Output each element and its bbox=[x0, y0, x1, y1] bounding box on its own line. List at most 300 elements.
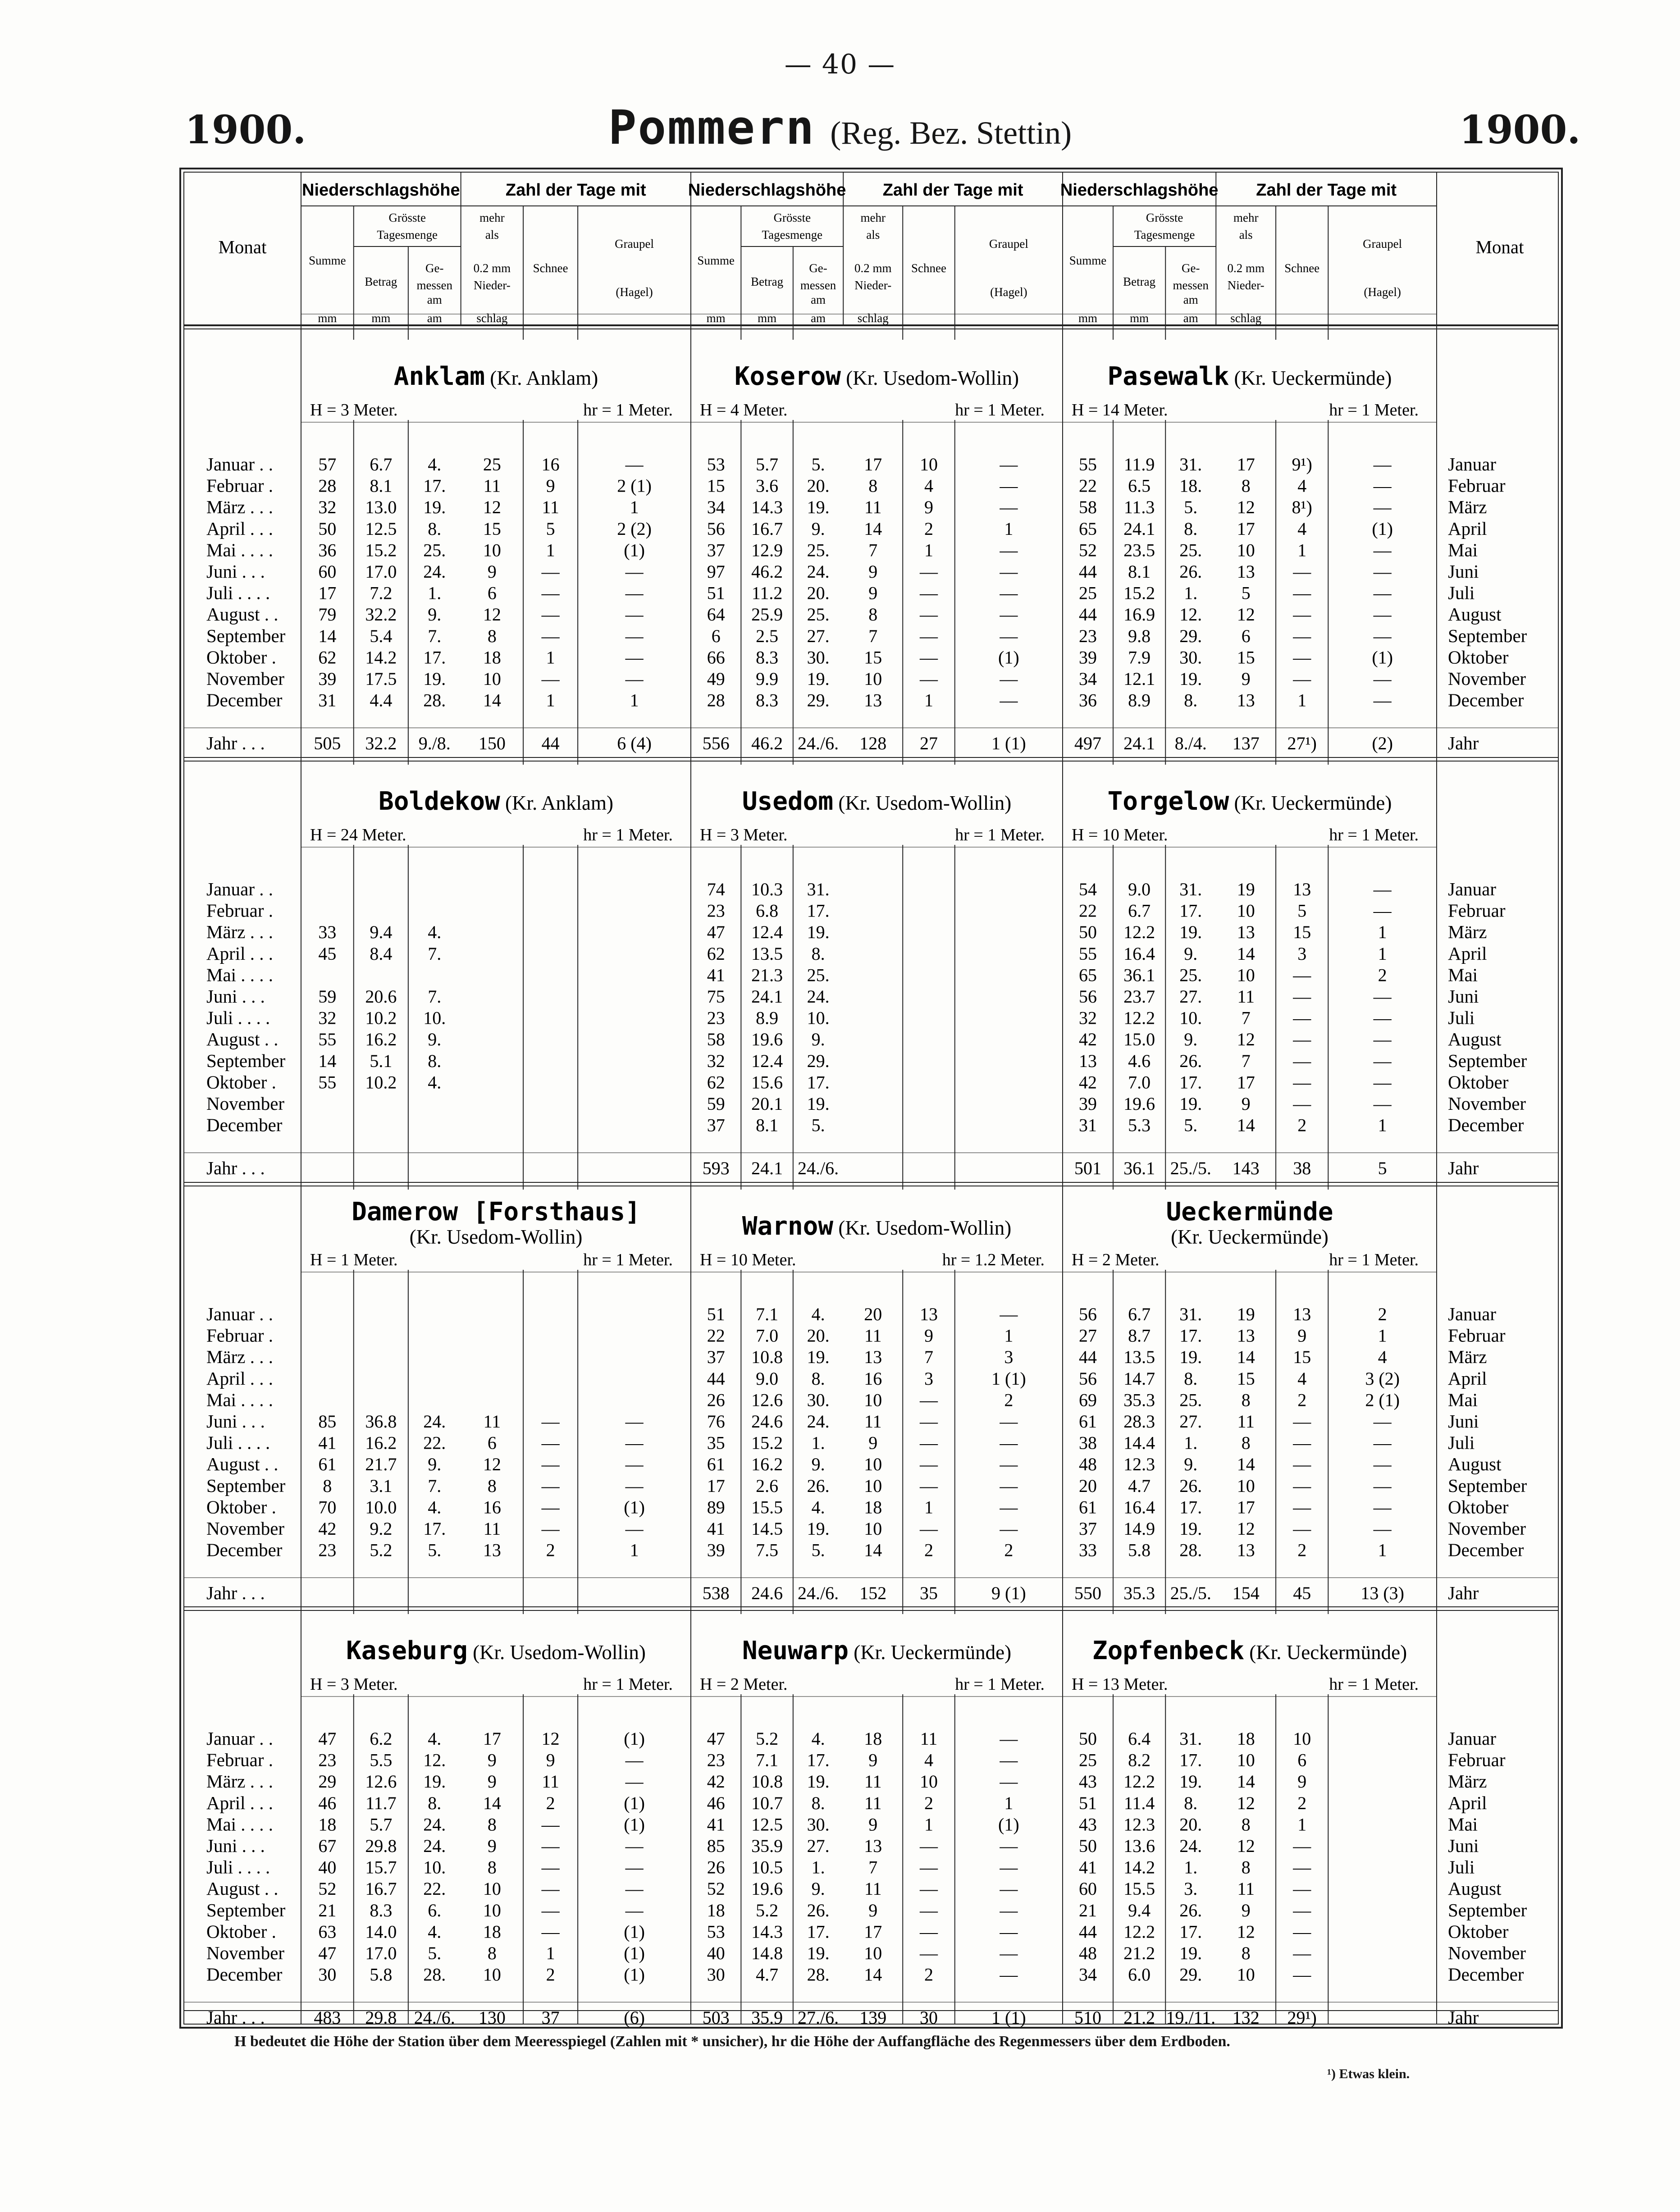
data-cell: — bbox=[1000, 1771, 1018, 1792]
data-cell: 2 bbox=[1297, 1115, 1307, 1136]
data-cell: 20. bbox=[807, 1325, 830, 1346]
data-cell: (1) bbox=[1372, 647, 1393, 668]
data-cell: 3. bbox=[1184, 1879, 1198, 1899]
month-label: Oktober . bbox=[206, 1921, 276, 1942]
data-cell: 14 bbox=[864, 1540, 882, 1560]
station-height: H = 2 Meter. bbox=[1072, 1250, 1160, 1269]
data-cell: 15 bbox=[1237, 1368, 1255, 1389]
header-mehr: als bbox=[1239, 228, 1253, 242]
data-cell: 11 bbox=[483, 1411, 501, 1432]
data-cell: 8.3 bbox=[756, 690, 779, 711]
data-cell: 28 bbox=[707, 690, 725, 711]
data-cell: 5.7 bbox=[370, 1814, 393, 1835]
data-cell: 27. bbox=[807, 1836, 830, 1856]
data-cell: — bbox=[1293, 583, 1311, 603]
data-cell: 51 bbox=[707, 583, 725, 603]
month-label-right: August bbox=[1448, 1454, 1502, 1475]
station-height: H = 3 Meter. bbox=[700, 826, 788, 844]
header-monat: Monat bbox=[218, 237, 267, 257]
month-label: December bbox=[206, 1539, 283, 1560]
data-cell: — bbox=[541, 625, 560, 646]
jahr-label: Jahr . . . bbox=[206, 1583, 265, 1604]
data-cell: 8.7 bbox=[1128, 1325, 1151, 1346]
station-height: H = 2 Meter. bbox=[700, 1675, 788, 1694]
data-cell: 52 bbox=[707, 1879, 725, 1899]
month-label-right: September bbox=[1448, 1475, 1527, 1496]
data-cell: 13 bbox=[1079, 1050, 1097, 1071]
station-kreis: (Kr. Usedom-Wollin) bbox=[409, 1226, 583, 1248]
month-label: Juni . . . bbox=[206, 561, 265, 582]
data-cell: 65 bbox=[1079, 965, 1097, 985]
jahr-cell: 1 (1) bbox=[991, 733, 1026, 754]
data-cell: 53 bbox=[707, 454, 725, 474]
data-cell: 19.6 bbox=[751, 1879, 783, 1899]
jahr-cell: 154 bbox=[1232, 1583, 1260, 1604]
data-cell: 5.8 bbox=[370, 1964, 393, 1985]
data-cell: 30. bbox=[807, 1390, 830, 1410]
data-cell: 10 bbox=[483, 1964, 501, 1985]
data-cell: 15 bbox=[1237, 647, 1255, 668]
data-cell: 13 bbox=[864, 690, 882, 711]
data-cell: 15.7 bbox=[365, 1857, 397, 1878]
data-cell: 25. bbox=[1179, 965, 1202, 985]
data-cell: 9 bbox=[868, 1900, 878, 1920]
data-cell: 28. bbox=[423, 690, 446, 711]
data-cell: 2 bbox=[546, 1792, 555, 1813]
data-cell: 34 bbox=[1079, 669, 1097, 689]
data-cell: 5.7 bbox=[756, 454, 779, 474]
data-cell: — bbox=[1373, 1497, 1392, 1518]
jahr-cell: 139 bbox=[859, 2007, 887, 2028]
data-cell: 12. bbox=[423, 1750, 446, 1770]
data-cell: 37 bbox=[707, 540, 725, 561]
data-cell: 4 bbox=[1378, 1347, 1387, 1368]
month-label: Januar . . bbox=[206, 454, 274, 474]
data-cell: — bbox=[625, 1750, 644, 1770]
data-cell: 10 bbox=[1237, 540, 1255, 561]
data-cell: — bbox=[1293, 1475, 1311, 1496]
data-cell: 11 bbox=[864, 1771, 882, 1792]
data-cell: 9. bbox=[1184, 1029, 1198, 1050]
station-hr: hr = 1 Meter. bbox=[583, 1675, 673, 1694]
precipitation-table bbox=[179, 168, 1563, 2029]
data-cell: 55 bbox=[318, 1072, 337, 1093]
data-cell: 2 bbox=[1297, 1792, 1307, 1813]
jahr-cell: 24.1 bbox=[751, 1158, 783, 1179]
data-cell: 24.1 bbox=[751, 986, 783, 1007]
data-cell: 12 bbox=[1237, 1836, 1255, 1856]
data-cell: 2 bbox=[1004, 1390, 1013, 1410]
month-label-right: August bbox=[1448, 1029, 1502, 1050]
month-label: Juli . . . . bbox=[206, 1856, 270, 1878]
data-cell: 11 bbox=[1237, 986, 1255, 1007]
data-cell: 97 bbox=[707, 561, 725, 582]
unit-mm: mm bbox=[1078, 311, 1098, 325]
data-cell: 7 bbox=[868, 625, 878, 646]
data-cell: 59 bbox=[707, 1094, 725, 1114]
data-cell: 1 bbox=[1004, 518, 1013, 539]
data-cell: 19. bbox=[807, 922, 830, 943]
data-cell: 4. bbox=[811, 1497, 825, 1518]
data-cell: 9. bbox=[811, 1029, 825, 1050]
jahr-cell: 152 bbox=[859, 1583, 887, 1604]
data-cell: 51 bbox=[1079, 1792, 1097, 1813]
month-label: April . . . bbox=[206, 943, 274, 964]
data-cell: 13 bbox=[1293, 879, 1311, 899]
data-cell: 16.4 bbox=[1123, 1497, 1155, 1518]
header-schnee: Schnee bbox=[1284, 261, 1320, 275]
month-label: September bbox=[206, 1899, 286, 1920]
header-graupel: Graupel bbox=[989, 237, 1028, 251]
data-cell: — bbox=[1000, 583, 1018, 603]
header-tagesmenge: Tagesmenge bbox=[762, 228, 823, 242]
data-cell: 9 bbox=[546, 475, 555, 496]
data-cell: 2 bbox=[1378, 1304, 1387, 1324]
data-cell: 43 bbox=[1079, 1814, 1097, 1835]
data-cell: 2.5 bbox=[756, 625, 779, 646]
data-cell: 29. bbox=[1179, 625, 1202, 646]
data-cell: 1 bbox=[1378, 1540, 1387, 1560]
month-label: Oktober . bbox=[206, 647, 276, 668]
data-cell: 10 bbox=[1237, 1750, 1255, 1770]
data-cell: 20.1 bbox=[751, 1094, 783, 1114]
data-cell: 13 bbox=[1237, 922, 1255, 943]
header-gemessen: am bbox=[1183, 293, 1198, 306]
data-cell: 10 bbox=[864, 1454, 882, 1475]
header-graupel: Graupel bbox=[1363, 237, 1402, 251]
data-cell: 2.6 bbox=[756, 1475, 779, 1496]
data-cell: 6.2 bbox=[370, 1729, 393, 1749]
data-cell: 9. bbox=[811, 1454, 825, 1475]
data-cell: 17.5 bbox=[365, 669, 397, 689]
data-cell: — bbox=[1373, 583, 1392, 603]
data-cell: 9. bbox=[428, 1454, 442, 1475]
header-days: Zahl der Tage mit bbox=[1256, 181, 1397, 200]
station-name: Boldekow bbox=[379, 787, 500, 816]
data-cell: 5.4 bbox=[370, 625, 393, 646]
data-cell: 46.2 bbox=[751, 561, 783, 582]
data-cell: 56 bbox=[707, 518, 725, 539]
data-cell: — bbox=[1373, 1432, 1392, 1453]
data-cell: 1 bbox=[1378, 922, 1387, 943]
data-cell: — bbox=[1373, 604, 1392, 625]
data-cell: — bbox=[541, 1857, 560, 1878]
data-cell: 14.0 bbox=[365, 1921, 397, 1942]
jahr-cell: 19./11. bbox=[1166, 2007, 1216, 2028]
data-cell: 9.9 bbox=[756, 669, 779, 689]
data-cell: 19. bbox=[807, 1094, 830, 1114]
data-cell: 85 bbox=[707, 1836, 725, 1856]
header-monat-right: Monat bbox=[1475, 237, 1524, 257]
data-cell: 10 bbox=[483, 1900, 501, 1920]
data-cell: 3 (2) bbox=[1365, 1368, 1400, 1389]
data-cell: — bbox=[1293, 1094, 1311, 1114]
data-cell: 10 bbox=[1237, 1964, 1255, 1985]
month-label: November bbox=[206, 668, 285, 689]
data-cell: 7. bbox=[428, 943, 442, 964]
data-cell: 39 bbox=[1079, 1094, 1097, 1114]
data-cell: 22 bbox=[1079, 475, 1097, 496]
month-label: Juli . . . . bbox=[206, 1007, 270, 1028]
data-cell: 9. bbox=[811, 518, 825, 539]
data-cell: 36 bbox=[1079, 690, 1097, 711]
jahr-cell: 130 bbox=[478, 2007, 506, 2028]
data-cell: 16.2 bbox=[751, 1454, 783, 1475]
data-cell: 8.1 bbox=[370, 475, 393, 496]
data-cell: 19. bbox=[423, 669, 446, 689]
data-cell: 2 bbox=[546, 1540, 555, 1560]
data-cell: 5 bbox=[1297, 900, 1307, 921]
data-cell: — bbox=[1373, 497, 1392, 518]
month-label: Juni . . . bbox=[206, 1411, 265, 1432]
data-cell: 28.3 bbox=[1123, 1411, 1155, 1432]
month-label: März . . . bbox=[206, 497, 274, 518]
data-cell: 8 bbox=[1241, 1390, 1251, 1410]
data-cell: 5.2 bbox=[756, 1729, 779, 1749]
data-cell: — bbox=[541, 1836, 560, 1856]
month-label: December bbox=[206, 689, 283, 711]
data-cell: 9.0 bbox=[756, 1368, 779, 1389]
header-summe: Summe bbox=[697, 254, 735, 267]
data-cell: 17. bbox=[1179, 1072, 1202, 1093]
data-cell: 6.7 bbox=[370, 454, 393, 474]
month-label-right: Januar bbox=[1448, 1304, 1497, 1324]
data-cell: 32 bbox=[318, 497, 337, 518]
jahr-cell: 593 bbox=[702, 1158, 730, 1179]
data-cell: 1 bbox=[546, 1943, 555, 1963]
month-label-right: November bbox=[1448, 668, 1526, 689]
data-cell: 23 bbox=[707, 1750, 725, 1770]
data-cell: — bbox=[1000, 625, 1018, 646]
header-precip: Niederschlagshöhe bbox=[302, 181, 460, 200]
header-graupel: Graupel bbox=[615, 237, 654, 251]
data-cell: 31 bbox=[1079, 1115, 1097, 1136]
data-cell: 19. bbox=[807, 1519, 830, 1539]
data-cell: 2 bbox=[546, 1964, 555, 1985]
data-cell: (1) bbox=[624, 1729, 645, 1749]
jahr-cell: 13 (3) bbox=[1360, 1583, 1404, 1604]
data-cell: 12 bbox=[541, 1729, 560, 1749]
data-cell: 19. bbox=[1179, 1094, 1202, 1114]
jahr-cell: 37 bbox=[541, 2007, 560, 2028]
data-cell: 4. bbox=[811, 1729, 825, 1749]
data-cell: — bbox=[920, 604, 938, 625]
data-cell: 5.2 bbox=[756, 1900, 779, 1920]
data-cell: 14 bbox=[864, 1964, 882, 1985]
jahr-cell: 24./6. bbox=[798, 1583, 839, 1604]
data-cell: 1 bbox=[1378, 1115, 1387, 1136]
data-cell: 15.5 bbox=[1123, 1879, 1155, 1899]
data-cell: — bbox=[541, 1879, 560, 1899]
data-cell: 55 bbox=[1079, 454, 1097, 474]
data-cell: 18 bbox=[318, 1814, 337, 1835]
data-cell: 8. bbox=[1184, 690, 1198, 711]
data-cell: 16.2 bbox=[365, 1432, 397, 1453]
data-cell: 8. bbox=[428, 1792, 442, 1813]
data-cell: 4.7 bbox=[756, 1964, 779, 1985]
title-main: Pommern bbox=[608, 100, 816, 155]
jahr-cell: 128 bbox=[859, 733, 887, 754]
station-hr: hr = 1 Meter. bbox=[583, 826, 673, 844]
data-cell: 17. bbox=[807, 1750, 830, 1770]
month-label-right: Februar bbox=[1448, 900, 1506, 921]
data-cell: 5 bbox=[546, 518, 555, 539]
data-cell: 27. bbox=[1179, 1411, 1202, 1432]
data-cell: 48 bbox=[1079, 1943, 1097, 1963]
month-label-right: December bbox=[1448, 689, 1524, 711]
data-cell: 50 bbox=[1079, 1729, 1097, 1749]
data-cell: 11 bbox=[864, 1325, 882, 1346]
data-cell: — bbox=[1000, 1729, 1018, 1749]
data-cell: — bbox=[541, 1814, 560, 1835]
month-label-right: Januar bbox=[1448, 1728, 1497, 1749]
data-cell: 10.0 bbox=[365, 1497, 397, 1518]
data-cell: 12 bbox=[1237, 604, 1255, 625]
data-cell: 7 bbox=[868, 1857, 878, 1878]
data-cell: 8. bbox=[811, 943, 825, 964]
data-cell: 17. bbox=[1179, 1325, 1202, 1346]
data-cell: 29 bbox=[318, 1771, 337, 1792]
data-cell: 66 bbox=[707, 647, 725, 668]
data-cell: 16 bbox=[483, 1497, 501, 1518]
data-cell: — bbox=[1000, 1836, 1018, 1856]
data-cell: 13.5 bbox=[751, 943, 783, 964]
month-label-right: September bbox=[1448, 625, 1527, 646]
data-cell: 17. bbox=[423, 647, 446, 668]
data-cell: 9 bbox=[924, 1325, 933, 1346]
data-cell: 12 bbox=[1237, 1792, 1255, 1813]
month-label: Februar . bbox=[206, 900, 274, 921]
data-cell: — bbox=[541, 561, 560, 582]
data-cell: — bbox=[541, 1475, 560, 1496]
data-cell: 7.0 bbox=[756, 1325, 779, 1346]
data-cell: 39 bbox=[707, 1540, 725, 1560]
data-cell: (1) bbox=[624, 1497, 645, 1518]
data-cell: 15 bbox=[483, 518, 501, 539]
footnote-2: ¹) Etwas klein. bbox=[1327, 2066, 1410, 2081]
data-cell: 5. bbox=[428, 1943, 442, 1963]
data-cell: 4.6 bbox=[1128, 1050, 1151, 1071]
data-cell: 8 bbox=[1241, 1814, 1251, 1835]
station-kreis: (Kr. Ueckermünde) bbox=[1229, 792, 1392, 814]
data-cell: — bbox=[920, 1943, 938, 1963]
data-cell: 13 bbox=[483, 1540, 501, 1560]
month-label-right: Mai bbox=[1448, 539, 1478, 561]
header-precip: Niederschlagshöhe bbox=[688, 181, 846, 200]
data-cell: — bbox=[1373, 1029, 1392, 1050]
station-name: Warnow bbox=[742, 1212, 834, 1241]
data-cell: 18 bbox=[483, 1921, 501, 1942]
station-name: Usedom bbox=[742, 787, 834, 816]
data-cell: — bbox=[920, 1836, 938, 1856]
header-groesste: Grösste bbox=[1146, 211, 1183, 224]
data-cell: 12 bbox=[1237, 497, 1255, 518]
data-cell: 14 bbox=[483, 690, 501, 711]
data-cell: 32 bbox=[318, 1008, 337, 1028]
data-cell: 27. bbox=[807, 625, 830, 646]
data-cell: 5. bbox=[811, 1115, 825, 1136]
data-cell: 28 bbox=[318, 475, 337, 496]
month-label: Oktober . bbox=[206, 1072, 276, 1093]
data-cell: — bbox=[920, 1519, 938, 1539]
data-cell: 14 bbox=[1237, 943, 1255, 964]
data-cell: 30 bbox=[707, 1964, 725, 1985]
data-cell: 23 bbox=[707, 1008, 725, 1028]
data-cell: 5. bbox=[811, 1540, 825, 1560]
station-height: H = 3 Meter. bbox=[310, 401, 398, 420]
station-name: Damerow [Forsthaus] bbox=[352, 1197, 640, 1227]
data-cell: 31. bbox=[1179, 454, 1202, 474]
data-cell: — bbox=[1373, 1072, 1392, 1093]
data-cell: 28. bbox=[423, 1964, 446, 1985]
data-cell: — bbox=[625, 1475, 644, 1496]
jahr-cell: 24.6 bbox=[751, 1583, 783, 1604]
data-cell: — bbox=[1000, 669, 1018, 689]
data-cell: (1) bbox=[624, 1964, 645, 1985]
header-gemessen: messen bbox=[800, 278, 836, 292]
data-cell: 8. bbox=[811, 1792, 825, 1813]
header-mehr: mehr bbox=[1233, 211, 1259, 224]
station-height: H = 14 Meter. bbox=[1072, 401, 1168, 420]
data-cell: 69 bbox=[1079, 1390, 1097, 1410]
data-cell: 11 bbox=[483, 1519, 501, 1539]
data-cell: — bbox=[1373, 561, 1392, 582]
data-cell: — bbox=[625, 669, 644, 689]
data-cell: 9. bbox=[1184, 1454, 1198, 1475]
data-cell: 6.5 bbox=[1128, 475, 1151, 496]
data-cell: 4. bbox=[428, 454, 442, 474]
data-cell: 12 bbox=[483, 497, 501, 518]
data-cell: 31. bbox=[1179, 1304, 1202, 1324]
data-cell: 6.7 bbox=[1128, 1304, 1151, 1324]
data-cell: 20 bbox=[1079, 1475, 1097, 1496]
data-cell: — bbox=[920, 669, 938, 689]
data-cell: 12.9 bbox=[751, 540, 783, 561]
footnote: H bedeutet die Höhe der Station über dem Meeresspiegel (Zahlen mit * unsicher), hr die Höhe der Auffangfläche des Regenmessers über dem Erdboden. bbox=[234, 2033, 1230, 2050]
month-label-right: September bbox=[1448, 1899, 1527, 1920]
month-label-right: Mai bbox=[1448, 1814, 1478, 1835]
data-cell: 9 bbox=[1241, 1900, 1251, 1920]
data-cell: 23.5 bbox=[1123, 540, 1155, 561]
data-cell: 75 bbox=[707, 986, 725, 1007]
data-cell: 47 bbox=[707, 1729, 725, 1749]
data-cell: 1. bbox=[811, 1432, 825, 1453]
station-name: Zopfenbeck bbox=[1092, 1636, 1245, 1665]
data-cell: 30 bbox=[318, 1964, 337, 1985]
data-cell: 38 bbox=[1079, 1432, 1097, 1453]
data-cell: — bbox=[1293, 1432, 1311, 1453]
data-cell: 3 bbox=[1297, 943, 1307, 964]
data-cell: 17.0 bbox=[365, 561, 397, 582]
data-cell: — bbox=[1373, 1519, 1392, 1539]
data-cell: 18. bbox=[1179, 475, 1202, 496]
data-cell: — bbox=[541, 604, 560, 625]
header-groesste: Grösste bbox=[388, 211, 426, 224]
data-cell: 5.2 bbox=[370, 1540, 393, 1560]
data-cell: 39 bbox=[318, 669, 337, 689]
month-label-right: März bbox=[1448, 1771, 1487, 1792]
data-cell: — bbox=[1373, 625, 1392, 646]
data-cell: 61 bbox=[707, 1454, 725, 1475]
data-cell: — bbox=[1373, 690, 1392, 711]
month-label: Juni . . . bbox=[206, 986, 265, 1007]
jahr-cell: 44 bbox=[541, 733, 560, 754]
data-cell: 3 bbox=[924, 1368, 933, 1389]
data-cell: 7.1 bbox=[756, 1750, 779, 1770]
data-cell: — bbox=[1373, 1094, 1392, 1114]
data-cell: 1 bbox=[546, 540, 555, 561]
month-label: Juli . . . . bbox=[206, 582, 270, 603]
